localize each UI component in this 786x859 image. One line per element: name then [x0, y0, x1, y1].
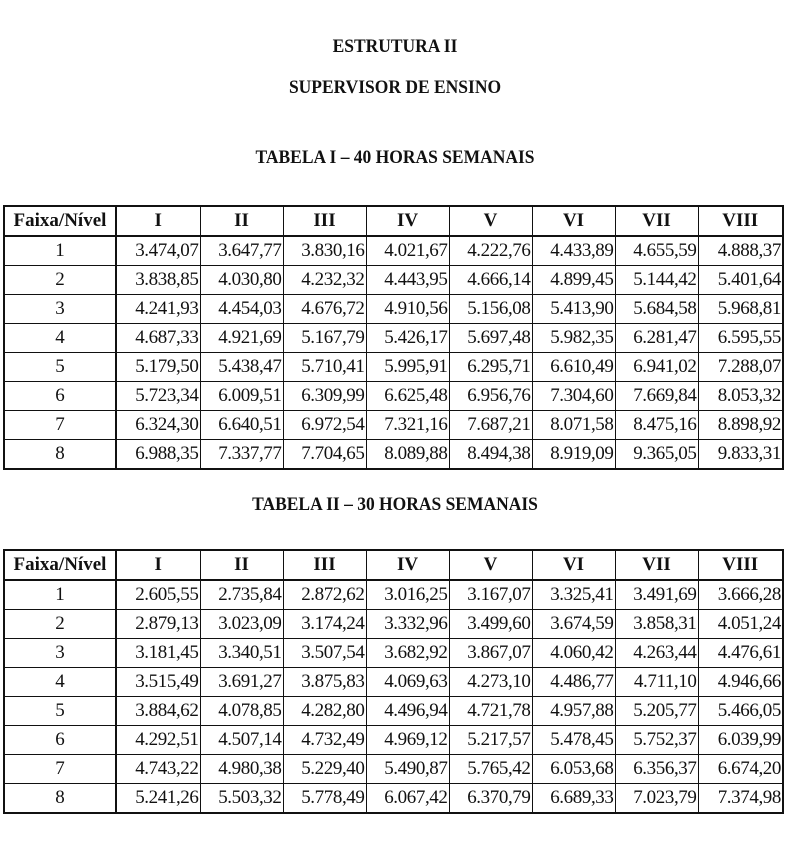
salary-cell: 5.710,41: [283, 353, 366, 382]
header-row: [4, 550, 783, 580]
table-row: [4, 266, 783, 295]
salary-cell: 3.332,96: [366, 610, 449, 639]
table-row: [4, 236, 783, 266]
salary-cell: 6.053,68: [532, 755, 615, 784]
salary-cell: 4.222,76: [449, 236, 532, 266]
salary-cell: 5.438,47: [200, 353, 283, 382]
salary-cell: 5.167,79: [283, 324, 366, 353]
salary-cell: 7.704,65: [283, 440, 366, 470]
column-header-level: VI: [532, 206, 615, 236]
faixa-cell: 2: [4, 266, 116, 295]
faixa-cell: 5: [4, 697, 116, 726]
salary-cell: 4.060,42: [532, 639, 615, 668]
column-header-level: II: [200, 206, 283, 236]
table-row: [4, 668, 783, 697]
salary-cell: 6.956,76: [449, 382, 532, 411]
table-1-title: TABELA I – 40 HORAS SEMANAIS: [255, 147, 535, 168]
salary-cell: 3.507,54: [283, 639, 366, 668]
salary-cell: 3.499,60: [449, 610, 532, 639]
salary-cell: 7.288,07: [698, 353, 783, 382]
salary-cell: 4.273,10: [449, 668, 532, 697]
column-header-level: I: [116, 206, 200, 236]
salary-cell: 4.021,67: [366, 236, 449, 266]
faixa-cell: 5: [4, 353, 116, 382]
salary-cell: 4.687,33: [116, 324, 200, 353]
salary-cell: 2.872,62: [283, 580, 366, 610]
column-header-level: VIII: [698, 550, 783, 580]
salary-cell: 6.039,99: [698, 726, 783, 755]
salary-cell: 5.156,08: [449, 295, 532, 324]
salary-cell: 3.474,07: [116, 236, 200, 266]
salary-cell: 5.723,34: [116, 382, 200, 411]
salary-cell: 4.496,94: [366, 697, 449, 726]
salary-cell: 5.995,91: [366, 353, 449, 382]
table-row: [4, 726, 783, 755]
salary-cell: 8.071,58: [532, 411, 615, 440]
salary-cell: 4.732,49: [283, 726, 366, 755]
salary-cell: 4.486,77: [532, 668, 615, 697]
salary-cell: 5.765,42: [449, 755, 532, 784]
salary-cell: 3.174,24: [283, 610, 366, 639]
salary-cell: 5.144,42: [615, 266, 698, 295]
salary-cell: 7.321,16: [366, 411, 449, 440]
salary-cell: 7.374,98: [698, 784, 783, 814]
salary-cell: 7.669,84: [615, 382, 698, 411]
table-row: [4, 697, 783, 726]
column-header-level: III: [283, 206, 366, 236]
header-row: [4, 206, 783, 236]
salary-cell: 4.051,24: [698, 610, 783, 639]
column-header-level: VII: [615, 206, 698, 236]
salary-cell: 2.605,55: [116, 580, 200, 610]
salary-cell: 4.507,14: [200, 726, 283, 755]
column-header-level: III: [283, 550, 366, 580]
faixa-cell: 3: [4, 295, 116, 324]
salary-cell: 7.337,77: [200, 440, 283, 470]
table-row: [4, 610, 783, 639]
faixa-cell: 7: [4, 755, 116, 784]
salary-cell: 4.711,10: [615, 668, 698, 697]
table-row: [4, 324, 783, 353]
salary-cell: 5.752,37: [615, 726, 698, 755]
salary-cell: 4.433,89: [532, 236, 615, 266]
faixa-cell: 2: [4, 610, 116, 639]
column-header-level: VIII: [698, 206, 783, 236]
salary-cell: 7.023,79: [615, 784, 698, 814]
salary-cell: 4.232,32: [283, 266, 366, 295]
table-row: [4, 440, 783, 470]
table-2-title: TABELA II – 30 HORAS SEMANAIS: [252, 494, 538, 515]
column-header-faixa-nivel: Faixa/Nível: [4, 206, 116, 236]
salary-cell: 4.454,03: [200, 295, 283, 324]
salary-cell: 3.340,51: [200, 639, 283, 668]
salary-cell: 4.888,37: [698, 236, 783, 266]
faixa-cell: 8: [4, 440, 116, 470]
faixa-cell: 1: [4, 236, 116, 266]
salary-cell: 5.466,05: [698, 697, 783, 726]
salary-cell: 6.309,99: [283, 382, 366, 411]
salary-cell: 4.676,72: [283, 295, 366, 324]
table-row: [4, 755, 783, 784]
salary-cell: 3.181,45: [116, 639, 200, 668]
salary-cell: 6.941,02: [615, 353, 698, 382]
salary-cell: 4.030,80: [200, 266, 283, 295]
salary-cell: 4.743,22: [116, 755, 200, 784]
salary-cell: 7.304,60: [532, 382, 615, 411]
salary-cell: 6.067,42: [366, 784, 449, 814]
salary-cell: 5.503,32: [200, 784, 283, 814]
faixa-cell: 6: [4, 382, 116, 411]
salary-cell: 5.684,58: [615, 295, 698, 324]
salary-table-30h: [3, 549, 784, 814]
salary-cell: 5.401,64: [698, 266, 783, 295]
salary-cell: 5.241,26: [116, 784, 200, 814]
column-header-level: IV: [366, 206, 449, 236]
faixa-cell: 3: [4, 639, 116, 668]
salary-table-40h: [3, 205, 784, 470]
salary-cell: 4.980,38: [200, 755, 283, 784]
salary-cell: 6.972,54: [283, 411, 366, 440]
salary-cell: 7.687,21: [449, 411, 532, 440]
table-row: [4, 411, 783, 440]
salary-cell: 9.833,31: [698, 440, 783, 470]
salary-cell: 6.689,33: [532, 784, 615, 814]
salary-cell: 6.356,37: [615, 755, 698, 784]
salary-cell: 6.324,30: [116, 411, 200, 440]
salary-cell: 4.910,56: [366, 295, 449, 324]
table-row: [4, 580, 783, 610]
salary-cell: 5.426,17: [366, 324, 449, 353]
salary-cell: 4.476,61: [698, 639, 783, 668]
salary-cell: 4.241,93: [116, 295, 200, 324]
salary-cell: 2.735,84: [200, 580, 283, 610]
salary-cell: 5.697,48: [449, 324, 532, 353]
salary-cell: 3.682,92: [366, 639, 449, 668]
salary-cell: 4.069,63: [366, 668, 449, 697]
salary-cell: 5.229,40: [283, 755, 366, 784]
salary-cell: 5.205,77: [615, 697, 698, 726]
faixa-cell: 4: [4, 668, 116, 697]
table-row: [4, 784, 783, 814]
faixa-cell: 8: [4, 784, 116, 814]
table-row: [4, 295, 783, 324]
salary-cell: 3.515,49: [116, 668, 200, 697]
salary-cell: 4.443,95: [366, 266, 449, 295]
salary-cell: 4.899,45: [532, 266, 615, 295]
column-header-level: VI: [532, 550, 615, 580]
table-row: [4, 353, 783, 382]
salary-cell: 6.370,79: [449, 784, 532, 814]
salary-cell: 4.969,12: [366, 726, 449, 755]
faixa-cell: 7: [4, 411, 116, 440]
salary-cell: 5.490,87: [366, 755, 449, 784]
salary-cell: 4.721,78: [449, 697, 532, 726]
salary-cell: 8.475,16: [615, 411, 698, 440]
salary-cell: 3.867,07: [449, 639, 532, 668]
salary-cell: 6.295,71: [449, 353, 532, 382]
faixa-cell: 4: [4, 324, 116, 353]
salary-cell: 3.016,25: [366, 580, 449, 610]
salary-cell: 8.494,38: [449, 440, 532, 470]
salary-cell: 3.023,09: [200, 610, 283, 639]
salary-cell: 4.655,59: [615, 236, 698, 266]
salary-cell: 5.778,49: [283, 784, 366, 814]
table-row: [4, 639, 783, 668]
table-row: [4, 382, 783, 411]
column-header-level: IV: [366, 550, 449, 580]
document-title: ESTRUTURA II: [332, 36, 458, 57]
salary-cell: 4.263,44: [615, 639, 698, 668]
salary-cell: 3.838,85: [116, 266, 200, 295]
salary-cell: 3.647,77: [200, 236, 283, 266]
salary-cell: 3.325,41: [532, 580, 615, 610]
salary-cell: 4.957,88: [532, 697, 615, 726]
salary-cell: 4.282,80: [283, 697, 366, 726]
salary-cell: 6.674,20: [698, 755, 783, 784]
column-header-level: I: [116, 550, 200, 580]
salary-cell: 2.879,13: [116, 610, 200, 639]
salary-cell: 5.982,35: [532, 324, 615, 353]
document-subtitle: SUPERVISOR DE ENSINO: [288, 77, 502, 98]
salary-cell: 8.089,88: [366, 440, 449, 470]
salary-cell: 5.968,81: [698, 295, 783, 324]
salary-cell: 4.946,66: [698, 668, 783, 697]
salary-cell: 8.898,92: [698, 411, 783, 440]
salary-cell: 3.875,83: [283, 668, 366, 697]
salary-cell: 6.625,48: [366, 382, 449, 411]
salary-cell: 3.884,62: [116, 697, 200, 726]
faixa-cell: 6: [4, 726, 116, 755]
salary-cell: 5.478,45: [532, 726, 615, 755]
salary-cell: 6.988,35: [116, 440, 200, 470]
column-header-faixa-nivel: Faixa/Nível: [4, 550, 116, 580]
salary-cell: 6.640,51: [200, 411, 283, 440]
faixa-cell: 1: [4, 580, 116, 610]
column-header-level: VII: [615, 550, 698, 580]
salary-cell: 3.691,27: [200, 668, 283, 697]
salary-cell: 3.167,07: [449, 580, 532, 610]
salary-cell: 4.292,51: [116, 726, 200, 755]
salary-cell: 6.009,51: [200, 382, 283, 411]
salary-cell: 3.491,69: [615, 580, 698, 610]
salary-cell: 4.078,85: [200, 697, 283, 726]
salary-cell: 5.413,90: [532, 295, 615, 324]
salary-cell: 9.365,05: [615, 440, 698, 470]
salary-cell: 4.921,69: [200, 324, 283, 353]
salary-cell: 8.919,09: [532, 440, 615, 470]
salary-cell: 3.858,31: [615, 610, 698, 639]
salary-cell: 3.674,59: [532, 610, 615, 639]
salary-cell: 4.666,14: [449, 266, 532, 295]
salary-cell: 5.217,57: [449, 726, 532, 755]
salary-cell: 6.610,49: [532, 353, 615, 382]
column-header-level: II: [200, 550, 283, 580]
salary-cell: 8.053,32: [698, 382, 783, 411]
salary-cell: 6.281,47: [615, 324, 698, 353]
salary-cell: 3.830,16: [283, 236, 366, 266]
column-header-level: V: [449, 550, 532, 580]
salary-cell: 5.179,50: [116, 353, 200, 382]
salary-cell: 3.666,28: [698, 580, 783, 610]
salary-cell: 6.595,55: [698, 324, 783, 353]
column-header-level: V: [449, 206, 532, 236]
